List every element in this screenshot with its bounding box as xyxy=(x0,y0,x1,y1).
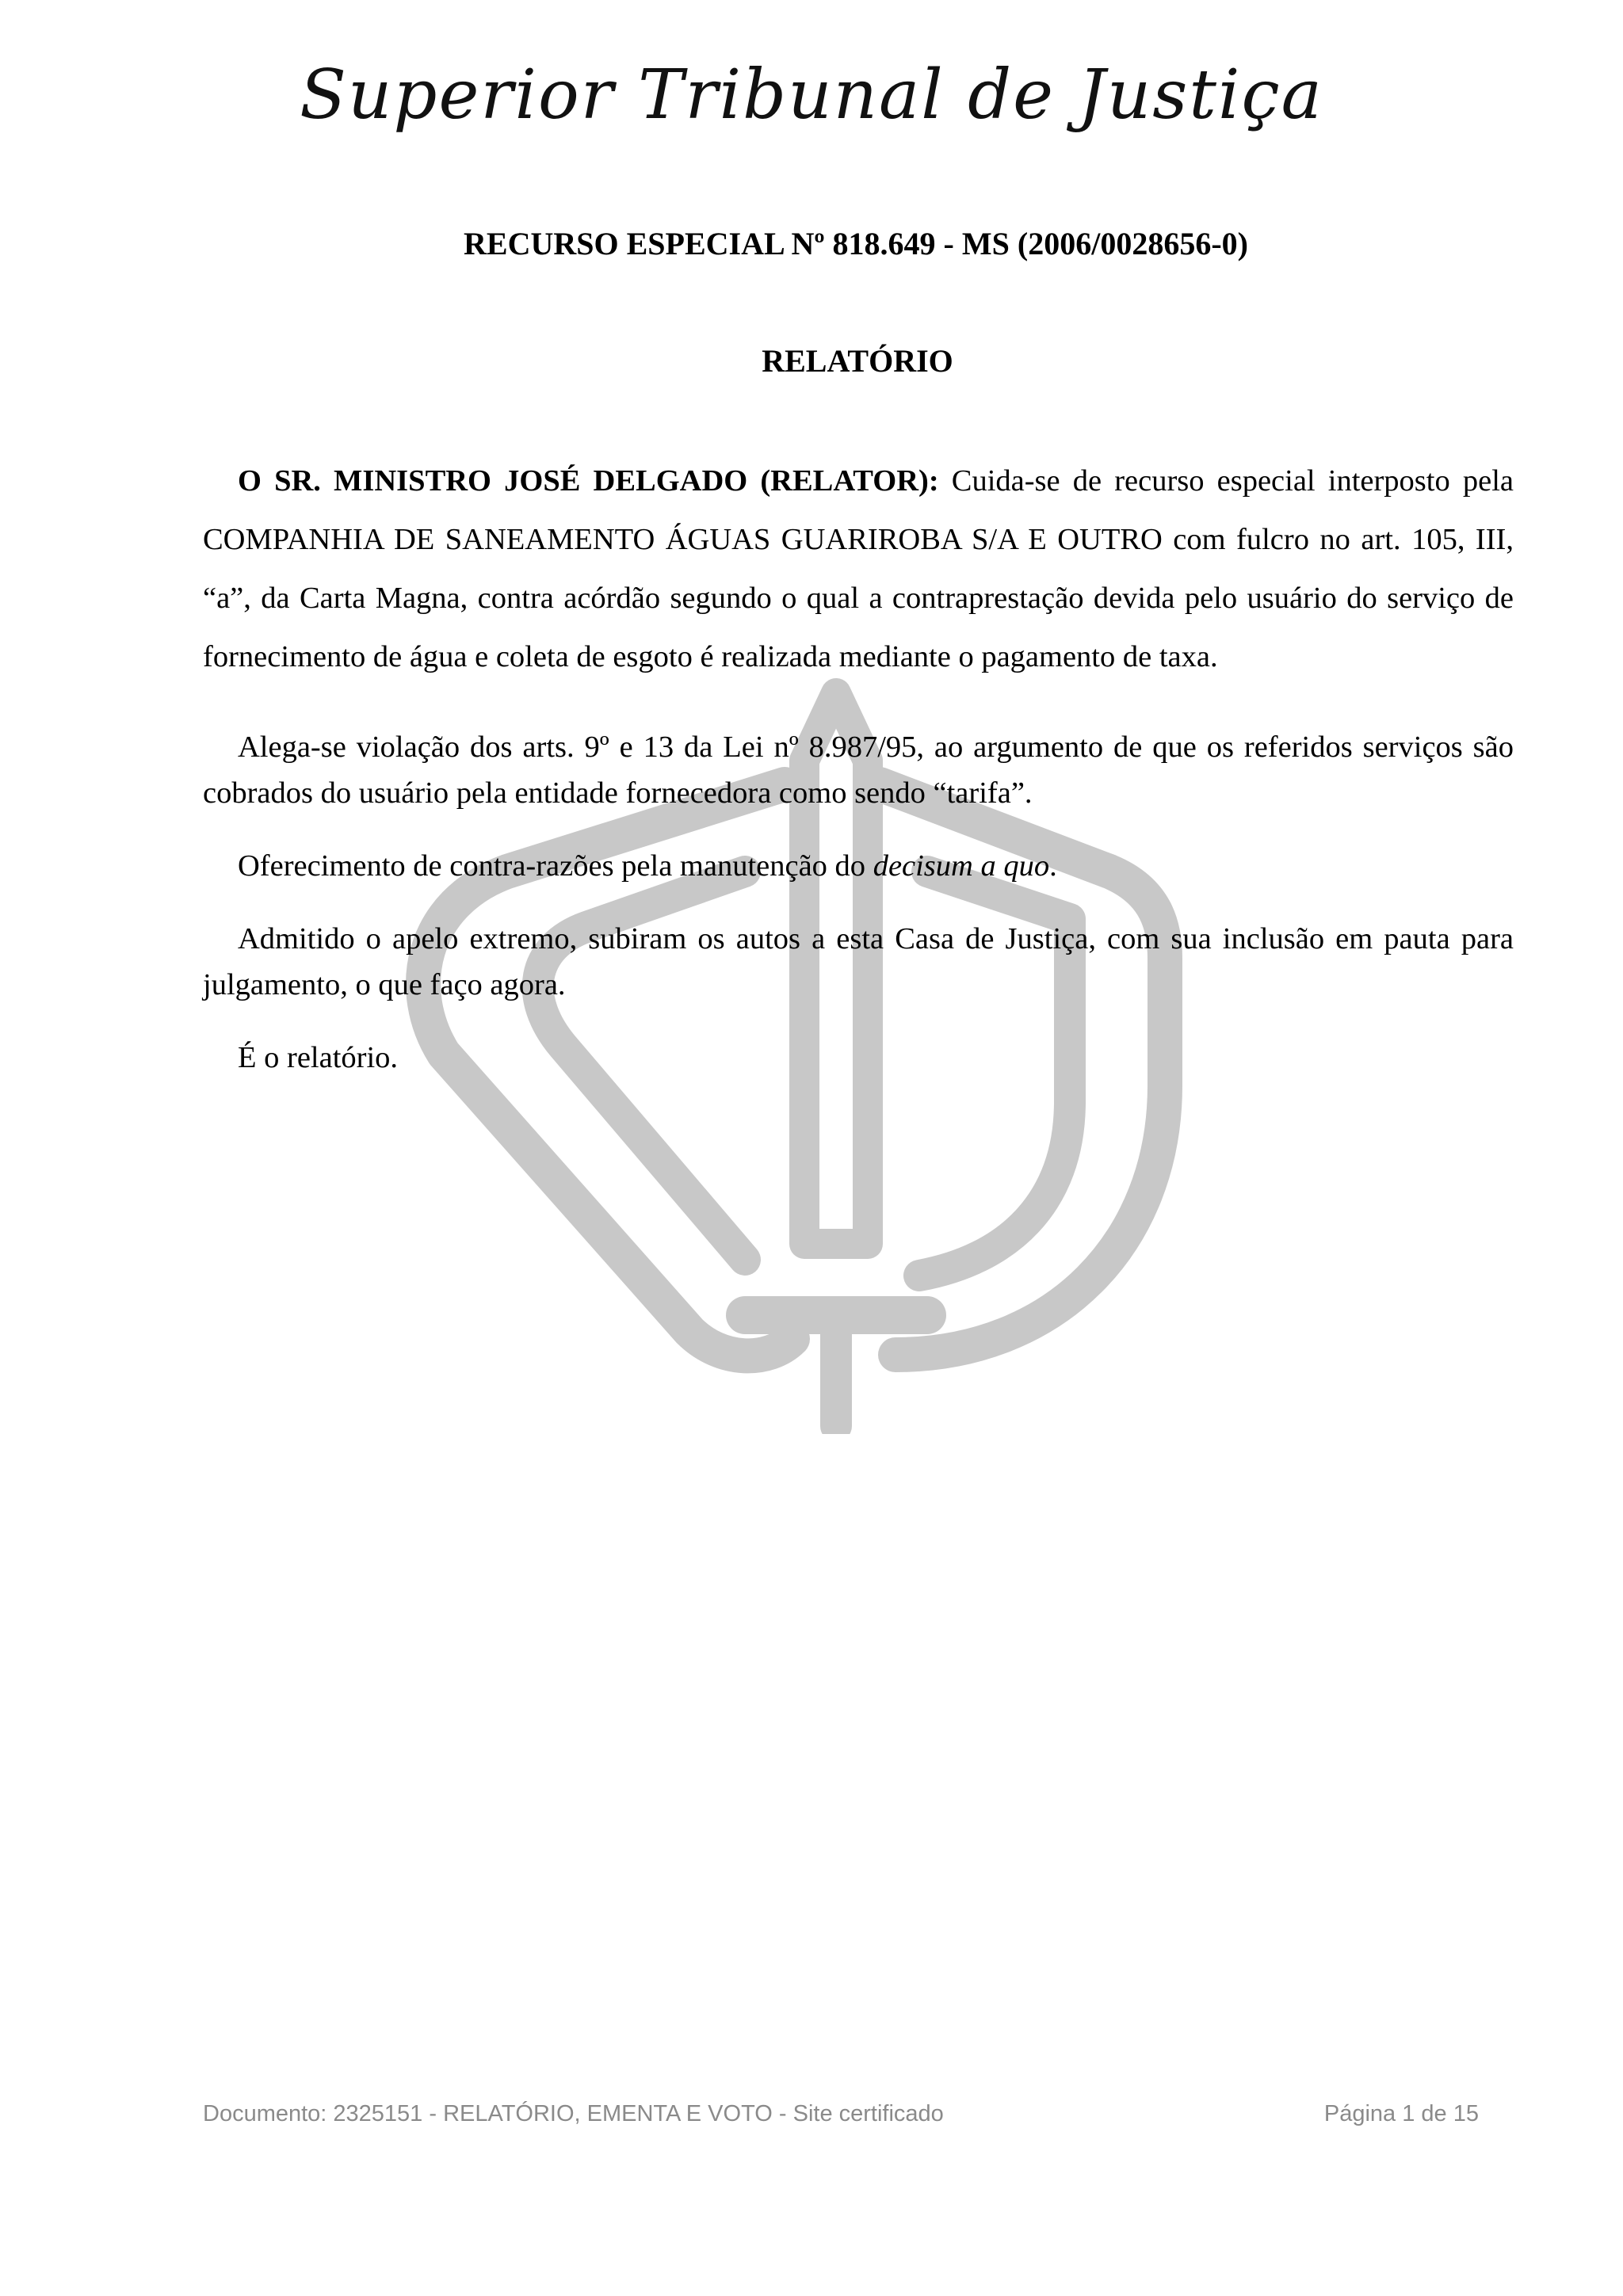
paragraph-1-text: Cuida-se de recurso especial interposto pela COMPANHIA DE SANEAMENTO ÁGUAS GUARIROBA S/A E OUTRO com fulcro no art. 105, III, “a”, da Carta Magna, contra acórdão segundo o qual a contraprestação devida pelo usuário do serviço de fornecimento de água e coleta de esgoto é realizada mediante o pagamento de taxa. xyxy=(203,464,1514,673)
paragraph-2: Alega-se violação dos arts. 9º e 13 da Lei nº 8.987/95, ao argumento de que os referidos serviços são cobrados do usuário pela entidade fornecedora como sendo “tarifa”. xyxy=(203,730,1514,810)
document-body xyxy=(203,452,1514,1087)
speaker-label: O SR. MINISTRO JOSÉ DELGADO (RELATOR): xyxy=(238,464,939,498)
latin-term: decisum a quo xyxy=(873,849,1050,883)
case-title: RECURSO ESPECIAL Nº 818.649 - MS (2006/0028656-0) xyxy=(464,226,1248,261)
document-info: Documento: 2325151 - RELATÓRIO, EMENTA E VOTO - Site certificado xyxy=(203,2101,944,2126)
paragraph-3-text: Oferecimento de contra-razões pela manutenção do xyxy=(238,849,873,883)
section-title: RELATÓRIO xyxy=(762,343,953,379)
paragraph-5: É o relatório. xyxy=(238,1041,399,1074)
paragraph-3 xyxy=(203,837,1514,895)
paragraph-4: Admitido o apelo extremo, subiram os autos a esta Casa de Justiça, com sua inclusão em pauta para julgamento, o que faço agora. xyxy=(203,922,1514,1001)
paragraph-1 xyxy=(203,452,1514,686)
court-header-title: Superior Tribunal de Justiça xyxy=(300,55,1323,135)
paragraph-3-end: . xyxy=(1049,849,1057,883)
page-number: Página 1 de 15 xyxy=(1323,2101,1479,2126)
